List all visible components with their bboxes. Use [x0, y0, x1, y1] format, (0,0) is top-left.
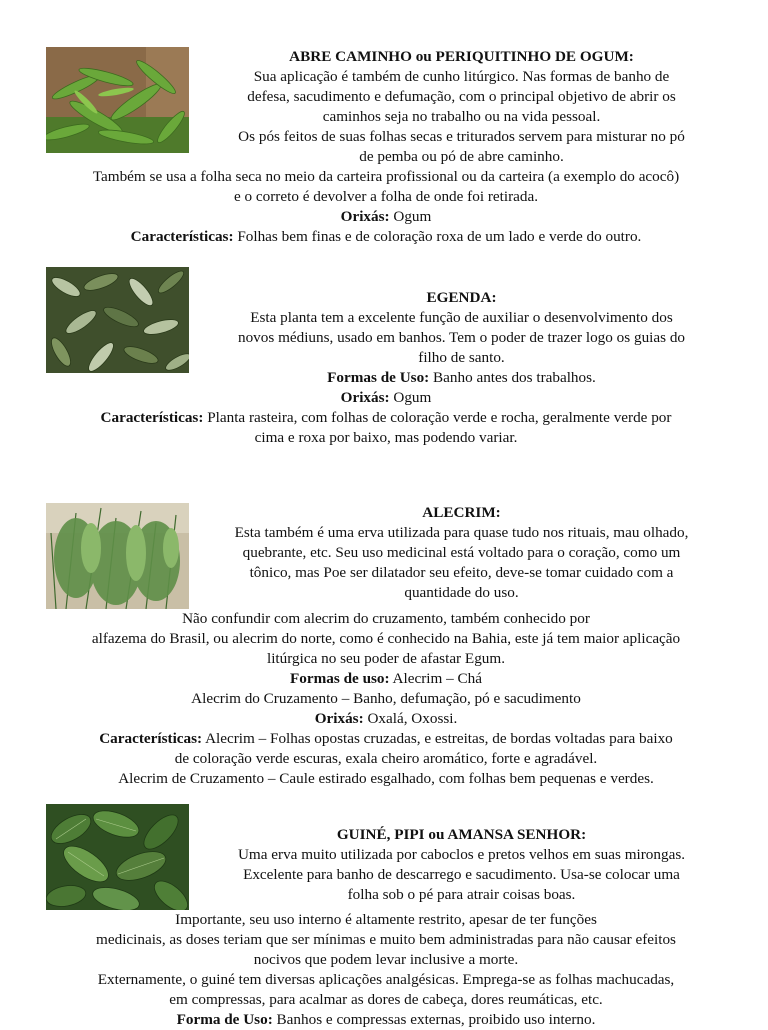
section-guine: [46, 804, 726, 1030]
text-line: Uma erva muito utilizada por caboclos e pretos velhos em suas mirongas.: [237, 846, 686, 863]
section-egenda: [46, 267, 726, 448]
orixas-label: Orixás:: [314, 710, 364, 727]
text-line: Alecrim do Cruzamento – Banho, defumação, pó e sacudimento: [191, 690, 581, 707]
text-line: Esta planta tem a excelente função de auxiliar o desenvolvimento dos: [250, 309, 673, 326]
formas-value: Banhos e compressas externas, proibido uso interno.: [276, 1011, 596, 1028]
text-line: quantidade do uso.: [404, 584, 519, 601]
section-title: ALECRIM:: [422, 504, 501, 521]
plant-photo-guine-icon: [46, 804, 189, 910]
caracteristicas-label: Características:: [130, 228, 234, 245]
text-line: folha sob o pé para atrair coisas boas.: [347, 886, 576, 903]
section-title: GUINÉ, PIPI ou AMANSA SENHOR:: [336, 826, 587, 843]
text-line: Sua aplicação é também de cunho litúrgico. Nas formas de banho de: [253, 68, 670, 85]
section-title: EGENDA:: [426, 289, 497, 306]
section-title: ABRE CAMINHO ou PERIQUITINHO DE OGUM:: [289, 48, 634, 65]
plant-photo-egenda-icon: [46, 267, 189, 373]
text-line: e o correto é devolver a folha de onde foi retirada.: [233, 188, 539, 205]
orixas-value: Ogum: [393, 208, 432, 225]
text-line: litúrgica no seu poder de afastar Egum.: [266, 650, 505, 667]
caracteristicas-label: Características:: [100, 409, 204, 426]
text-line: Os pós feitos de suas folhas secas e triturados servem para misturar no pó: [238, 128, 685, 145]
text-line: Também se usa a folha seca no meio da carteira profissional ou da carteira (a exemplo do acocô): [92, 168, 680, 185]
text-line: cima e roxa por baixo, mas podendo variar.: [254, 429, 518, 446]
plant-photo-alecrim-icon: [46, 503, 189, 609]
caracteristicas-value: Folhas bem finas e de coloração roxa de um lado e verde do outro.: [237, 228, 642, 245]
text-line: novos médiuns, usado em banhos. Tem o poder de trazer logo os guias do: [237, 329, 686, 346]
text-line: medicinais, as doses teriam que ser mínimas e muito bem administradas para não causar efeitos: [96, 931, 676, 948]
text-line: de coloração verde escuras, exala cheiro aromático, forte e agradável.: [174, 750, 598, 767]
caracteristicas-line: [46, 408, 726, 428]
orixas-value: Oxalá, Oxossi.: [367, 710, 458, 727]
orixas-value: Ogum: [393, 389, 432, 406]
orixas-line: [46, 388, 726, 408]
formas-value: Alecrim – Chá: [392, 670, 482, 687]
text-line: Importante, seu uso interno é altamente restrito, apesar de ter funções: [175, 911, 597, 928]
formas-label: Forma de Uso:: [176, 1011, 273, 1028]
caracteristicas-line: [46, 729, 726, 749]
orixas-label: Orixás:: [340, 389, 390, 406]
formas-line: [46, 669, 726, 689]
text-line: Esta também é uma erva utilizada para quase tudo nos rituais, mau olhado,: [234, 524, 689, 541]
text-line: Excelente para banho de descarrego e sacudimento. Usa-se colocar uma: [243, 866, 680, 883]
text-line: defesa, sacudimento e defumação, com o principal objetivo de abrir os: [247, 88, 676, 105]
text-line: Não confundir com alecrim do cruzamento, também conhecido por: [182, 610, 590, 627]
formas-line: [46, 1010, 726, 1030]
text-line: caminhos seja no trabalho ou na vida pessoal.: [322, 108, 601, 125]
text-line: filho de santo.: [418, 349, 505, 366]
caracteristicas-value: Planta rasteira, com folhas de coloração verde e rocha, geralmente verde por: [207, 409, 672, 426]
caracteristicas-label: Características:: [99, 730, 203, 747]
formas-label: Formas de uso:: [290, 670, 390, 687]
text-line: nocivos que podem levar inclusive a morte.: [253, 951, 519, 968]
formas-label: Formas de Uso:: [327, 369, 430, 386]
plant-photo-abre-caminho-icon: [46, 47, 189, 153]
text-line: de pemba ou pó de abre caminho.: [359, 148, 564, 165]
orixas-line: [46, 207, 726, 227]
section-alecrim: [46, 503, 726, 789]
formas-value: Banho antes dos trabalhos.: [433, 369, 596, 386]
orixas-label: Orixás:: [340, 208, 390, 225]
text-line: tônico, mas Poe ser dilatador seu efeito, deve-se tomar cuidado com a: [249, 564, 674, 581]
caracteristicas-value: Alecrim – Folhas opostas cruzadas, e estreitas, de bordas voltadas para baixo: [205, 730, 673, 747]
text-line: em compressas, para acalmar as dores de cabeça, dores reumáticas, etc.: [169, 991, 603, 1008]
orixas-line: [46, 709, 726, 729]
text-line: quebrante, etc. Seu uso medicinal está voltado para o coração, como um: [242, 544, 681, 561]
text-line: Alecrim de Cruzamento – Caule estirado esgalhado, com folhas bem pequenas e verdes.: [118, 770, 654, 787]
caracteristicas-line: [46, 227, 726, 247]
section-abre-caminho: [46, 47, 726, 247]
text-line: Externamente, o guiné tem diversas aplicações analgésicas. Emprega-se as folhas machucadas,: [97, 971, 675, 988]
text-line: alfazema do Brasil, ou alecrim do norte, como é conhecido na Bahia, este já tem maior aplicação: [91, 630, 681, 647]
